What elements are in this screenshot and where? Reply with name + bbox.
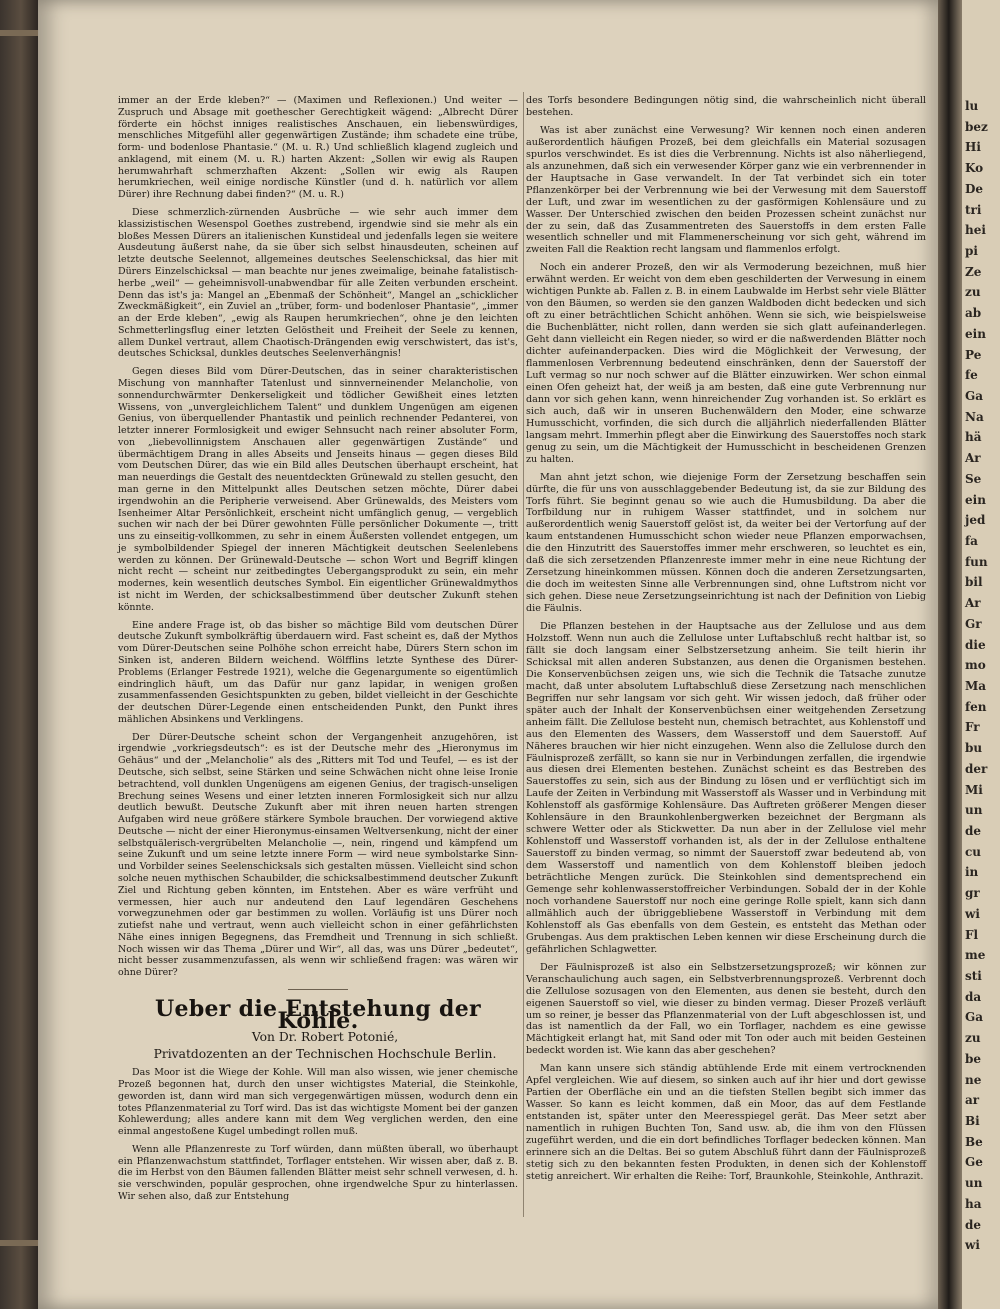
paragraph: Der Fäulnisprozeß ist also ein Selbstzersetzungsprozeß; wir können zur Veranschaulichung auch sagen, ein Selbstverbrennungsprozeß. Verbrennt doch die Zellulose sozusagen von den Elementen, aus denen sie besteht, durch den eigenen Sauerstoff so viel, wie dieser zu binden vermag. Dieser Prozeß verläuft um so reiner, je besser das Pflanzenmaterial von der Luft abgeschlossen ist, und das ist namentlich da der Fall, wo ein Torflager, nachdem es eine gewisse Mächtigkeit erlangt hat, mit Sand oder mit Ton oder auch mit beiden Gesteinen bedeckt worden ist. Wie kann das aber geschehen?: [526, 961, 926, 1057]
next-page-fragment: Se: [965, 471, 982, 486]
article-paragraphs: [118, 1067, 518, 1203]
spine-band: [0, 30, 38, 36]
article-affiliation: Privatdozenten an der Technischen Hochschule Berlin.: [153, 1047, 497, 1062]
next-page-fragment: bez: [965, 119, 988, 134]
next-page-fragment: ein: [965, 326, 986, 341]
left-column-paragraphs: [118, 95, 518, 979]
next-page-fragment: de: [965, 1217, 982, 1232]
paragraph: Was ist aber zunächst eine Verwesung? Wir kennen noch einen anderen außerordentlich häufigen Prozeß, bei dem gleichfalls ein Material sozusagen spurlos verschwindet. Es ist dies die Verbrennung. Nichts ist also näherliegend, als anzunehmen, daß sich ein verwesender Körper ganz wie ein verbrennender in der Hauptsache in Gase verwandelt. In der Tat verbindet sich ein toter Pflanzenkörper bei der Verbrennung wie bei der Verwesung mit dem Sauerstoff der Luft, und zwar im wesentlichen zu der gasförmigen Kohlensäure und zu Wasser. Der Unterschied zwischen den beiden Prozessen scheint zunächst nur der zu sein, daß das Zusammentreten des Sauerstoffs in dem ersten Falle wesentlich schneller und mit Flammenerscheinung vor sich geht, während im zweiten Fall die Reaktion recht langsam und flammenlos erfolgt.: [526, 124, 926, 256]
newspaper-page: [38, 0, 938, 1309]
next-page-fragment: ha: [965, 1196, 982, 1211]
next-page-fragment: Na: [965, 409, 984, 424]
next-page-fragment: un: [965, 1176, 983, 1191]
next-page-fragment: ne: [965, 1072, 982, 1087]
next-page-fragment: fen: [965, 699, 987, 714]
adjacent-page-edge: [962, 0, 1000, 1309]
next-page-fragment: Ar: [965, 596, 981, 611]
next-page-fragment: Gr: [965, 616, 982, 631]
next-page-fragment: pi: [965, 244, 978, 258]
next-page-fragment: ein: [965, 492, 986, 507]
next-page-fragment: Fl: [965, 927, 979, 942]
next-page-fragment: Ge: [965, 1155, 983, 1170]
paragraph: Wenn alle Pflanzenreste zu Torf würden, dann müßten überall, wo überhaupt ein Pflanzenwachstum stattfindet, Torflager entstehen. Wir wissen aber, daß z. B. die im Herbst von den Bäumen fallenden Blätter meist sehr schnell verwesen, d. h. sie verschwinden, populär gesprochen, ohne irgendwelche Spur zu hinterlassen. Wir sehen also, daß zur Entstehung: [118, 1143, 518, 1202]
next-page-fragment: cu: [965, 844, 982, 859]
paragraph: Man kann unsere sich ständig abtühlende Erde mit einem vertrocknenden Apfel vergleichen. Wie auf diesem, so sinken auch auf ihr hier und dort gewisse Partien der Oberfläche ein und an die tiefsten Stellen begibt sich immer das Wasser. So kann es leicht kommen, daß ein Moor, das auf dem Festlande entstanden ist, später unter den Meeresspiegel gerät. Das Meer setzt aber namentlich in ruhigen Buchten Ton, Sand usw. ab, die ihm von den Flüssen zugeführt werden, und die ein dort befindliches Torflager bedecken können. Man erinnere sich an die Deltas. Bei so gutem Abschluß führt dann der Fäulnisprozeß stetig sich zu den bekannten festen Produkten, in denen sich der Kohlenstoff stetig anreichert. Wir erhalten die Reihe: Torf, Braunkohle, Steinkohle, Anthrazit.: [526, 1063, 926, 1182]
right-column-paragraphs: [526, 95, 926, 1183]
next-page-fragment: Fr: [965, 720, 980, 735]
next-page-fragment: fe: [965, 368, 978, 383]
next-page-fragment: ar: [965, 1093, 980, 1108]
next-page-fragment: Ar: [965, 451, 981, 466]
next-page-fragment: wi: [965, 906, 980, 921]
book-gutter: [938, 0, 962, 1309]
next-page-fragment: Ga: [965, 389, 984, 403]
next-page-fragment: jed: [965, 513, 986, 528]
next-page-fragment: Be: [965, 1134, 983, 1149]
next-page-fragment: der: [965, 761, 988, 776]
article-title: Ueber die Entstehung der Kohle.: [155, 996, 481, 1034]
spine-band: [0, 1240, 38, 1246]
paragraph: Eine andere Frage ist, ob das bisher so mächtige Bild vom deutschen Dürer deutsche Zukunft symbolkräftig überdauern wird. Fast scheint es, daß der Mythos vom Dürer-Deutschen seine Polhöhe schon erreicht habe, Dürers Stern schon im Sinken ist, anderen Bildern weichend. Wölfflins letzte Synthese des Dürer-Problems (Erlanger Festrede 1921), welche die Gegenargumente so eigentümlich eindringlich häuft, um das Dafür nur ganz lapidar, in wenigen großen zusammenfassenden Gesichtspunkten zu geben, bildet vielleicht in der Geschichte der deutschen Dürer-Legende einen entscheidenden Punkt, den Punkt ihres mählichen Absinkens und Verklingens.: [118, 619, 518, 725]
next-page-fragment: zu: [965, 1031, 981, 1046]
next-page-fragment: be: [965, 1051, 982, 1066]
paragraph: immer an der Erde kleben?“ — (Maximen und Reflexionen.) Und weiter — Zuspruch und Absage mit goethescher Gerechtigkeit wägend: „Albrecht Dürer förderte ein höchst inniges realistisches Anschauen, ein liebenswürdiges, menschliches Mitgefühl aller gegenwärtigen Zustände; ihm schadete eine trübe, form- und bodenlose Phantasie.“ (M. u. R.) Und schließlich klagend zugleich und anklagend, mit einem (M. u. R.) harten Akzent: „Sollen wir ewig als Raupen herumwahrhaft schmerzhaften Akzent: „Sollen wir ewig als Raupen herumkriechen, weil einige nordische Künstler (und d. h. natürlich vor allem Dürer) ihre Rechnung dabei finden?“ (M. u. R.): [118, 95, 518, 201]
next-page-fragment: Bi: [965, 1114, 980, 1128]
next-page-fragment: hä: [965, 430, 982, 445]
next-page-fragment: bu: [965, 741, 983, 756]
next-page-fragment: tri: [965, 202, 982, 217]
right-column: [526, 95, 926, 1189]
next-page-fragment: de: [965, 824, 982, 838]
next-page-fragment: bil: [965, 575, 983, 590]
paragraph: Der Dürer-Deutsche scheint schon der Vergangenheit anzugehören, ist irgendwie „vorkriegsdeutsch“: es ist der Deutsche mehr des „Hieronymus im Gehäus“ und der „Melancholie“ als des „Ritters mit Tod und Teufel, — es ist der Deutsche, sich selbst, seine Stärken und seine Schwächen nicht ohne leise Ironie betrachtend, voll dunklen Ungenügens am eigenen Genius, der tragisch-unseligen Brechung seines Wesens und einer letzten inneren Formlosigkeit sich nur allzu deutlich bewußt. Deutsche Zukunft aber mit ihren neuen harten strengen Aufgaben wird neue größere stärkere Symbole brauchen. Der vorwiegend aktive Deutsche — nicht der einer Hieronymus-einsamen Weltversenkung, nicht der einer selbstquälerisch-vergrübelten Melancholie —, nein, ringend und kämpfend um seine Zukunft und um seine letzte innere Form — wird neue symbolstarke Sinn- und Vorbilder seines Seelenschicksals sich gestalten müssen. Vielleicht sind schon solche neuen mythischen Schaubilder, die schicksalbestimmend deutscher Zukunft Ziel und Richtung geben könnten, im Entstehen. Aber es wäre verfrüht und vermessen, hier auch nur andeutend den Lauf legendären Geschehens vorwegzunehmen oder gar bestimmen zu wollen. Vorläufig ist uns Dürer noch zutiefst nahe und vertraut, wenn auch vielleicht schon in einer gefährlichsten Nähe eines innigen Begegnens, das Fremdheit und Trennung in sich schließt. Noch wissen wir das Thema „Dürer und Wir“, all das, was uns Dürer „bedeutet“, nicht besser zusammenzufassen, als wenn wir schließend fragen: was wären wir ohne Dürer?: [118, 731, 518, 979]
next-page-fragment: die: [965, 637, 986, 652]
next-page-fragment: in: [965, 865, 979, 880]
article-byline: Von Dr. Robert Potonié,: [251, 1029, 399, 1044]
next-page-fragment: zu: [965, 285, 981, 300]
next-page-fragment: lu: [965, 99, 979, 113]
title-divider: [288, 989, 348, 990]
column-divider: [523, 92, 524, 1217]
left-column: [118, 95, 518, 1209]
paragraph: Die Pflanzen bestehen in der Hauptsache aus der Zellulose und aus dem Holzstoff. Wenn nun auch die Zellulose unter Luftabschluß recht haltbar ist, so fällt sie doch langsam einer Selbstzersetzung anheim. Sie teilt hierin ihr Schicksal mit allen anderen Substanzen, aus denen die Organismen bestehen. Die Konservenbüchsen zeigen uns, wie sich die Technik die Tatsache zunutze macht, daß unter absolutem Luftabschluß diese Zersetzung nach menschlichen Begriffen nur sehr langsam vor sich geht. Wir wissen jedoch, daß früher oder später auch der Inhalt der Konservenbüchsen einer weitgehenden Zersetzung anheim fällt. Die Zellulose besteht nun, chemisch betrachtet, aus Kohlenstoff und aus den Elementen des Wassers, dem Wasserstoff und dem Sauerstoff. Auf Näheres brauchen wir hier nicht einzugehen. Wenn also die Zellulose durch den Fäulnisprozeß zerfällt, so kann sie nur in Verbindungen zerfallen, die irgendwie aus diesen drei Elementen bestehen. Zunächst scheint es das Bestreben des Sauerstoffes zu sein, sich aus der Bindung zu lösen und er verflüchtigt sich im Laufe der Zeiten in Verbindung mit Wasserstoff als Wasser und in Verbindung mit Kohlenstoff als gasförmige Kohlensäure. Das Auftreten größerer Mengen dieser Kohlensäure in den Braunkohlenbergwerken bezeichnet der Bergmann als schwere Wetter oder als Stickwetter. Da nun aber in der Zellulose viel mehr Kohlenstoff und Wasserstoff vorhanden ist, als der in der Zellulose enthaltene Sauerstoff zu binden vermag, so nimmt der Sauerstoff zwar bedeutend ab, von dem Wasserstoff und namentlich von dem Kohlenstoff bleiben jedoch beträchtliche Mengen zurück. Die Steinkohlen sind dementsprechend ein Gemenge sehr kohlenwasserstoffreicher Verbindungen. Sobald der in der Kohle noch vorhandene Sauerstoff nur noch eine geringe Rolle spielt, kann sich dann allmählich auch der übriggebliebene Wasserstoff in Verbindung mit dem Kohlenstoff als Gas ebenfalls von dem Gestein, es entsteht das Methan oder Grubengas. Aus dem praktischen Leben kennen wir diese Erscheinung durch die gefährlichen Schlagwetter.: [526, 621, 926, 955]
next-page-fragment: wi: [965, 1238, 980, 1253]
paragraph: Noch ein anderer Prozeß, den wir als Vermoderung bezeichnen, muß hier erwähnt werden. Er weicht von dem eben geschilderten der Verwesung in einem wichtigen Punkte ab. Fallen z. B. in einem Laubwalde im Herbst sehr viele Blätter von den Bäumen, so werden sie den ganzen Waldboden dicht bedecken und sich oft zu einer beträchtlichen Schicht anhöhen. Wenn sie sich, wie beispielsweise die Buchenblätter, nicht rollen, dann werden sie sich glatt aufeinanderlegen. Geht dann vielleicht ein Regen nieder, so wird er die naßwerdenden Blätter noch dichter aufeinanderpacken. Dies wird die Möglichkeit der Verwesung, der flammenlosen Verbrennung bedeutend einschränken, denn der Sauerstoff der Luft vermag so nur noch schwer auf die Blätter einzuwirken. Wer schon einmal einen Ofen geheizt hat, der weiß ja am besten, daß eine gute Verbrennung nur dann vor sich gehen kann, wenn hinreichender Zug vorhanden ist. So erklärt es sich auch, daß wir in unseren Buchenwäldern den Moder, eine schwarze Humusschicht, vorfinden, die sich durch die alljährlich niederfallenden Blätter langsam mehrt. Immerhin pflegt aber die Einwirkung des Sauerstoffes noch stark genug zu sein, um die Mächtigkeit der Humusschicht in bescheidenen Grenzen zu halten.: [526, 262, 926, 465]
next-page-fragment: un: [965, 803, 983, 818]
paragraph: Gegen dieses Bild vom Dürer-Deutschen, das in seiner charakteristischen Mischung von mannhafter Tatenlust und sinnverneinender Melancholie, von sonnendurchwärmter Denkerseligkeit und tödlicher Gewißheit eines letzten Wissens, von „unvergleichlichem Talent“ und dunklem Ungenügen am eigenen Genius, von überquellender Phantastik und peinlich rechnender Pedanterei, von letzter innerer Formlosigkeit und ewiger Sehnsucht nach reiner absoluter Form, von „liebevollinnigstem Anschauen aller gegenwärtigen Zustände“ und übermächtigem Drang in alles Abseits und Jenseits hinaus — gegen dieses Bild vom Deutschen Dürer, das wie ein Bild alles Deutschen überhaupt erscheint, hat man neuerdings die Gestalt des neuentdeckten Grünewald zu stellen gesucht, den man gerne in den Mittelpunkt alles Deutschen setzen möchte, Dürer dabei irgendwohin an die Peripherie verweisend. Aber Grünewalds, des Meisters vom Isenheimer Altar Persönlichkeit, erscheint nicht umfänglich genug, — vergeblich suchen wir nach der bei Dürer gewohnten Fülle persönlicher Dokumente —, tritt uns zu einseitig-vollkommen, zu sehr in einem Äußersten vollendet entgegen, um je symbolbildender Spiegel der inneren Mächtigkeit deutschen Seelenlebens werden zu können. Der Grünewald-Deutsche — schon Wort und Begriff klingen nicht recht — scheint nur zeitbedingtes Uebergangsprodukt zu sein, ein mehr modernes, kein wesentlich deutsches Symbol. Ein eigentlicher Grünewaldmythos ist nicht im Werden, der schicksalbestimmend über deutscher Zukunft stehen könnte.: [118, 366, 518, 613]
next-page-fragment: Ko: [965, 161, 984, 176]
paragraph: Das Moor ist die Wiege der Kohle. Will man also wissen, wie jener chemische Prozeß begonnen hat, durch den unser wichtigstes Material, die Steinkohle, geworden ist, dann wird man sich vergegenwärtigen müssen, wodurch denn ein totes Pflanzenmaterial zu Torf wird. Das ist das wichtigste Moment bei der ganzen Kohlewerdung; alles andere kann mit dem Weg verglichen werden, den eine einmal angestoßene Kugel umbedingt rollen muß.: [118, 1067, 518, 1138]
next-page-fragment: fun: [965, 554, 988, 569]
paragraph: Diese schmerzlich-zürnenden Ausbrüche — wie sehr auch immer dem klassizistischen Wesenspol Goethes zustrebend, irgendwie sind sie mehr als ein bloßes Messen Dürers an italienischen Kunstideal und jedenfalls legen sie weitere Ausdeutung äußerst nahe, da sie über sich selbst hinausdeuten, scheinen auf letzte deutsche Seelennot, allgemeines deutsches Seelenschicksal, das hier mit Dürers Einzelschicksal — man beachte nur jenes zweimalige, beinahe fatalistisch-herbe „weil“ — geheimnisvoll-unabwendbar für alle Zeiten verbunden erscheint. Denn das ist's ja: Mangel an „Ebenmaß der Schönheit“, Mangel an „schicklicher Zweckmäßigkeit“, ein Zuviel an „trüber, form- und bodenloser Phantasie“, „immer an der Erde kleben“, „ewig als Raupen herumkriechen“, ohne je den leichten Schmetterlingsflug einer letzten Gelöstheit und Freiheit der Seele zu kennen, allem Dunkel vertraut, allem Chaotisch-Drängenden ewig verschwistert, das ist's, deutsches Schicksal, dunkles deutsches Seelenverhängnis!: [118, 207, 518, 360]
next-page-fragment: Mi: [965, 782, 983, 797]
paragraph: des Torfs besondere Bedingungen nötig sind, die wahrscheinlich nicht überall bestehen.: [526, 95, 926, 118]
next-page-fragment: ab: [965, 306, 982, 321]
next-page-fragment: gr: [965, 886, 980, 901]
next-page-fragment: hei: [965, 223, 986, 238]
next-page-fragment: fa: [965, 534, 978, 548]
paragraph: Man ahnt jetzt schon, wie diejenige Form der Zersetzung beschaffen sein dürfte, die für uns von ausschlaggebender Bedeutung ist, da sie zur Bildung des Torfs führt. Sie beginnt genau so wie auch die Humusbildung. Da aber die Torfbildung nur in ruhigem Wasser stattfindet, und in solchem nur außerordentlich wenig Sauerstoff gelöst ist, da weiter bei der Vertorfung auf der kaum entstandenen Humusschicht schon wieder neue Pflanzen emporwachsen, die den Hinzutritt des Sauerstoffes immer mehr erschweren, so leuchtet es ein, daß die sich zersetzenden Pflanzenreste immer mehr in eine neue Richtung der Zersetzung hineinkommen müssen. Können doch die anderen Zersetzungsarten, die doch im weitesten Sinne alle Verbrennungen sind, ohne Luftstrom nicht vor sich gehen. Diese neue Zersetzungseinrichtung ist nach der Definition von Liebig die Fäulnis.: [526, 471, 926, 615]
next-page-fragment: sti: [965, 969, 982, 983]
next-page-fragment: De: [965, 181, 984, 196]
next-page-fragment: mo: [965, 658, 986, 673]
next-page-fragment: Ma: [965, 679, 987, 693]
next-page-fragment: Ga: [965, 1010, 984, 1025]
next-page-fragment: da: [965, 989, 982, 1004]
next-page-fragment: Ze: [965, 264, 982, 279]
book-spine: [0, 0, 38, 1309]
next-page-fragment: me: [965, 948, 986, 963]
next-page-fragment: Pe: [965, 347, 982, 362]
next-page-fragment: Hi: [965, 140, 981, 155]
